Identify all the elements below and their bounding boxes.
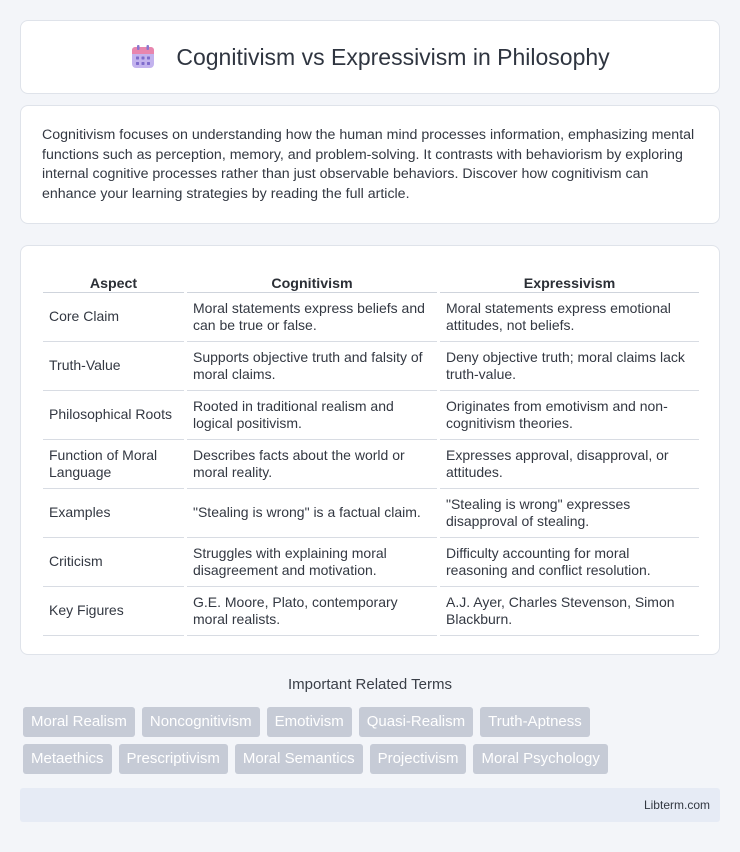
tag-moral-realism[interactable]: Moral Realism xyxy=(23,707,135,737)
header-expressivism: Expressivism xyxy=(440,266,699,293)
tag-noncognitivism[interactable]: Noncognitivism xyxy=(142,707,260,737)
table-row xyxy=(43,538,699,587)
row-expressivism: Difficulty accounting for moral reasoning and conflict resolution. xyxy=(440,538,699,587)
header-cognitivism: Cognitivism xyxy=(187,266,437,293)
row-expressivism: Expresses approval, disapproval, or attitudes. xyxy=(440,440,699,489)
row-aspect: Truth-Value xyxy=(43,342,184,391)
intro-card xyxy=(20,105,720,224)
table-row xyxy=(43,440,699,489)
footer xyxy=(20,788,720,822)
related-terms-list xyxy=(23,707,723,781)
row-cognitivism: Rooted in traditional realism and logical positivism. xyxy=(187,391,437,440)
table-row xyxy=(43,587,699,636)
row-aspect: Criticism xyxy=(43,538,184,587)
table-header-row xyxy=(43,266,699,293)
row-expressivism: Deny objective truth; moral claims lack truth-value. xyxy=(440,342,699,391)
tag-moral-semantics[interactable]: Moral Semantics xyxy=(235,744,363,774)
header-aspect: Aspect xyxy=(43,266,184,293)
row-aspect: Philosophical Roots xyxy=(43,391,184,440)
comparison-table-card xyxy=(20,245,720,655)
tag-truth-aptness[interactable]: Truth-Aptness xyxy=(480,707,590,737)
row-aspect: Core Claim xyxy=(43,293,184,342)
footer-site-link[interactable]: Libterm.com xyxy=(643,798,710,812)
row-expressivism: A.J. Ayer, Charles Stevenson, Simon Blackburn. xyxy=(440,587,699,636)
comparison-table xyxy=(43,266,699,636)
tag-projectivism[interactable]: Projectivism xyxy=(370,744,467,774)
tag-moral-psychology[interactable]: Moral Psychology xyxy=(473,744,607,774)
related-terms-row xyxy=(23,707,723,737)
row-cognitivism: Supports objective truth and falsity of moral claims. xyxy=(187,342,437,391)
table-row xyxy=(43,342,699,391)
row-expressivism: Originates from emotivism and non-cognitivism theories. xyxy=(440,391,699,440)
calendar-grid-icon xyxy=(130,44,156,70)
row-aspect: Function of Moral Language xyxy=(43,440,184,489)
related-terms-row xyxy=(23,744,723,774)
tag-prescriptivism[interactable]: Prescriptivism xyxy=(119,744,228,774)
tag-emotivism[interactable]: Emotivism xyxy=(267,707,352,737)
tag-metaethics[interactable]: Metaethics xyxy=(23,744,112,774)
row-cognitivism: Moral statements express beliefs and can be true or false. xyxy=(187,293,437,342)
row-aspect: Examples xyxy=(43,489,184,538)
table-row xyxy=(43,391,699,440)
table-row xyxy=(43,489,699,538)
page-title: Cognitivism vs Expressivism in Philosophy xyxy=(176,43,610,70)
row-cognitivism: "Stealing is wrong" is a factual claim. xyxy=(187,489,437,538)
title-card xyxy=(20,20,720,94)
intro-paragraph: Cognitivism focuses on understanding how the human mind processes information, emphasizing mental functions such as perception, memory, and problem-solving. It contrasts with behaviorism by exploring internal cognitive processes rather than just observable behaviors. Discover how cognitivism can enhance your learning strategies by reading the full article. xyxy=(42,127,695,202)
tag-quasi-realism[interactable]: Quasi-Realism xyxy=(359,707,473,737)
row-expressivism: Moral statements express emotional attitudes, not beliefs. xyxy=(440,293,699,342)
row-cognitivism: Describes facts about the world or moral reality. xyxy=(187,440,437,489)
table-row xyxy=(43,293,699,342)
row-cognitivism: Struggles with explaining moral disagreement and motivation. xyxy=(187,538,437,587)
related-terms-title: Important Related Terms xyxy=(288,676,452,693)
row-cognitivism: G.E. Moore, Plato, contemporary moral realists. xyxy=(187,587,437,636)
row-expressivism: "Stealing is wrong" expresses disapproval of stealing. xyxy=(440,489,699,538)
row-aspect: Key Figures xyxy=(43,587,184,636)
